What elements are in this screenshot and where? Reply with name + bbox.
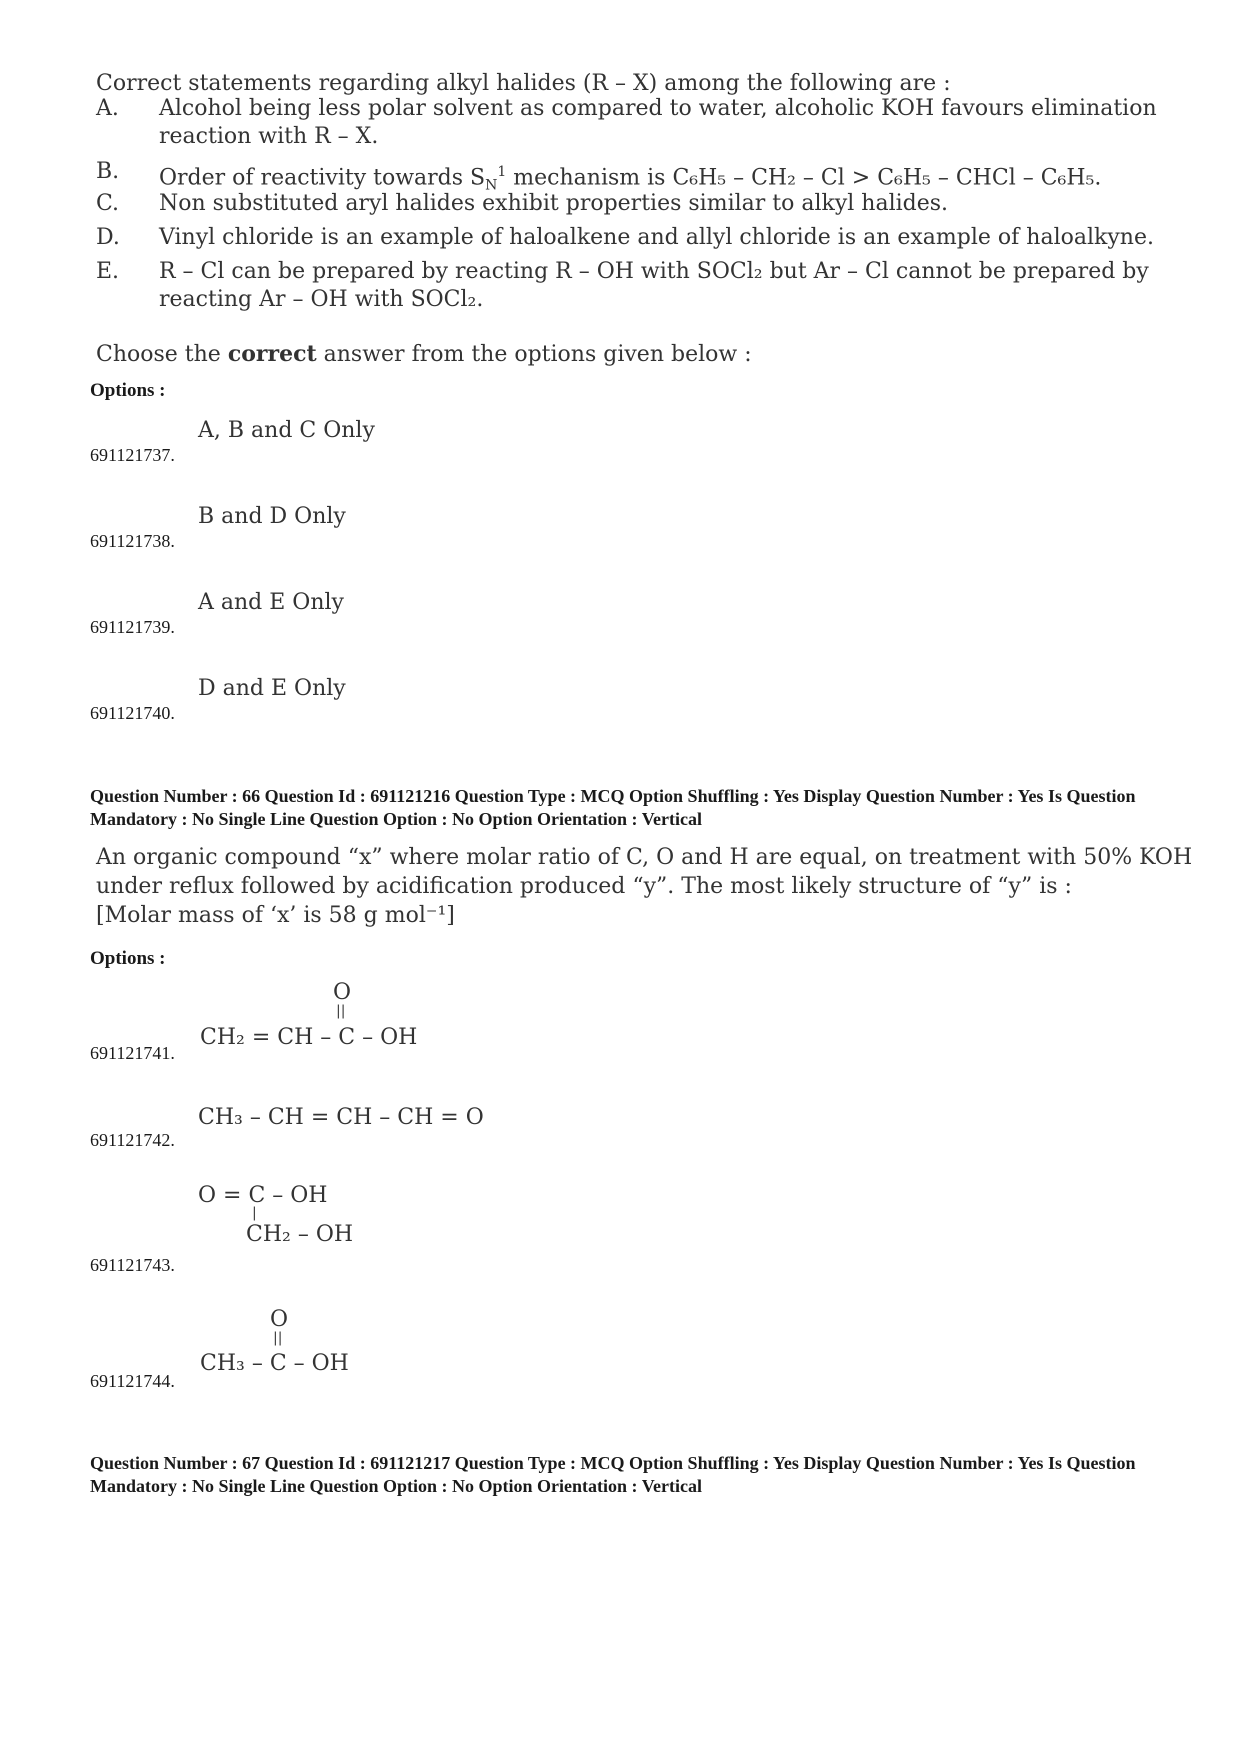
- choose-instruction: Choose the correct answer from the options given below :: [96, 341, 752, 367]
- option-structure[interactable]: CH₂ = CH – C – OH: [200, 1025, 418, 1050]
- option-id: 691121742.: [90, 1130, 175, 1150]
- option-structure[interactable]: CH₃ – CH = CH – CH = O: [198, 1105, 484, 1130]
- question-line: An organic compound “x” where molar ratio of C, O and H are equal, on treatment with 50% KOH: [96, 845, 1193, 870]
- double-bond-mark: ||: [273, 1330, 283, 1346]
- question-meta: Question Number : 67 Question Id : 691121217 Question Type : MCQ Option Shuffling : Yes Display Question Number : Yes Is Question Mandatory : No Single Line Question Option : No Option Orientation : Vertical: [90, 1453, 1136, 1496]
- carbonyl-oxygen: O: [333, 980, 352, 1005]
- option-text[interactable]: A and E Only: [198, 590, 344, 615]
- question-intro: Correct statements regarding alkyl halides (R – X) among the following are :: [96, 71, 951, 96]
- statement-c: C. Non substituted aryl halides exhibit properties similar to alkyl halides.: [96, 191, 949, 216]
- option-structure-second-line: CH₂ – OH: [246, 1222, 354, 1247]
- option-text[interactable]: D and E Only: [198, 676, 346, 701]
- option-structure[interactable]: CH₃ – C – OH: [200, 1351, 349, 1376]
- option-id: 691121744.: [90, 1371, 175, 1391]
- statement-b: B. Order of reactivity towards $S_N^1$ mechanism is C₆H₅ – CH₂ – Cl > C₆H₅ – CHCl – C₆H₅.: [96, 159, 1102, 194]
- question-line: under reflux followed by acidification produced “y”. The most likely structure of “y” is :: [96, 874, 1072, 899]
- double-bond-mark: ||: [336, 1003, 346, 1019]
- options-label: Options :: [90, 948, 166, 969]
- options-label: Options :: [90, 380, 166, 401]
- statement-e: E. R – Cl can be prepared by reacting R – OH with SOCl₂ but Ar – Cl cannot be prepared by reacting Ar – OH with SOCl₂.: [96, 259, 1149, 312]
- option-text[interactable]: A, B and C Only: [198, 418, 375, 443]
- option-id: 691121743.: [90, 1255, 175, 1275]
- single-bond-mark: |: [252, 1205, 257, 1221]
- option-id: 691121740.: [90, 703, 175, 723]
- option-id: 691121738.: [90, 531, 175, 551]
- carbonyl-oxygen: O: [270, 1307, 289, 1332]
- question-meta: Question Number : 66 Question Id : 691121216 Question Type : MCQ Option Shuffling : Yes Display Question Number : Yes Is Question Mandatory : No Single Line Question Option : No Option Orientation : Vertical: [90, 786, 1136, 829]
- option-text[interactable]: B and D Only: [198, 504, 346, 529]
- option-id: 691121739.: [90, 617, 175, 637]
- statement-a: A. Alcohol being less polar solvent as compared to water, alcoholic KOH favours elimination reaction with R – X.: [96, 96, 1157, 149]
- question-line: [Molar mass of ‘x’ is 58 g mol⁻¹]: [96, 903, 455, 928]
- statement-d: D. Vinyl chloride is an example of haloalkene and allyl chloride is an example of haloalkyne.: [96, 225, 1154, 250]
- option-id: 691121737.: [90, 445, 175, 465]
- option-id: 691121741.: [90, 1043, 175, 1063]
- option-structure[interactable]: O = C – OH: [198, 1183, 328, 1208]
